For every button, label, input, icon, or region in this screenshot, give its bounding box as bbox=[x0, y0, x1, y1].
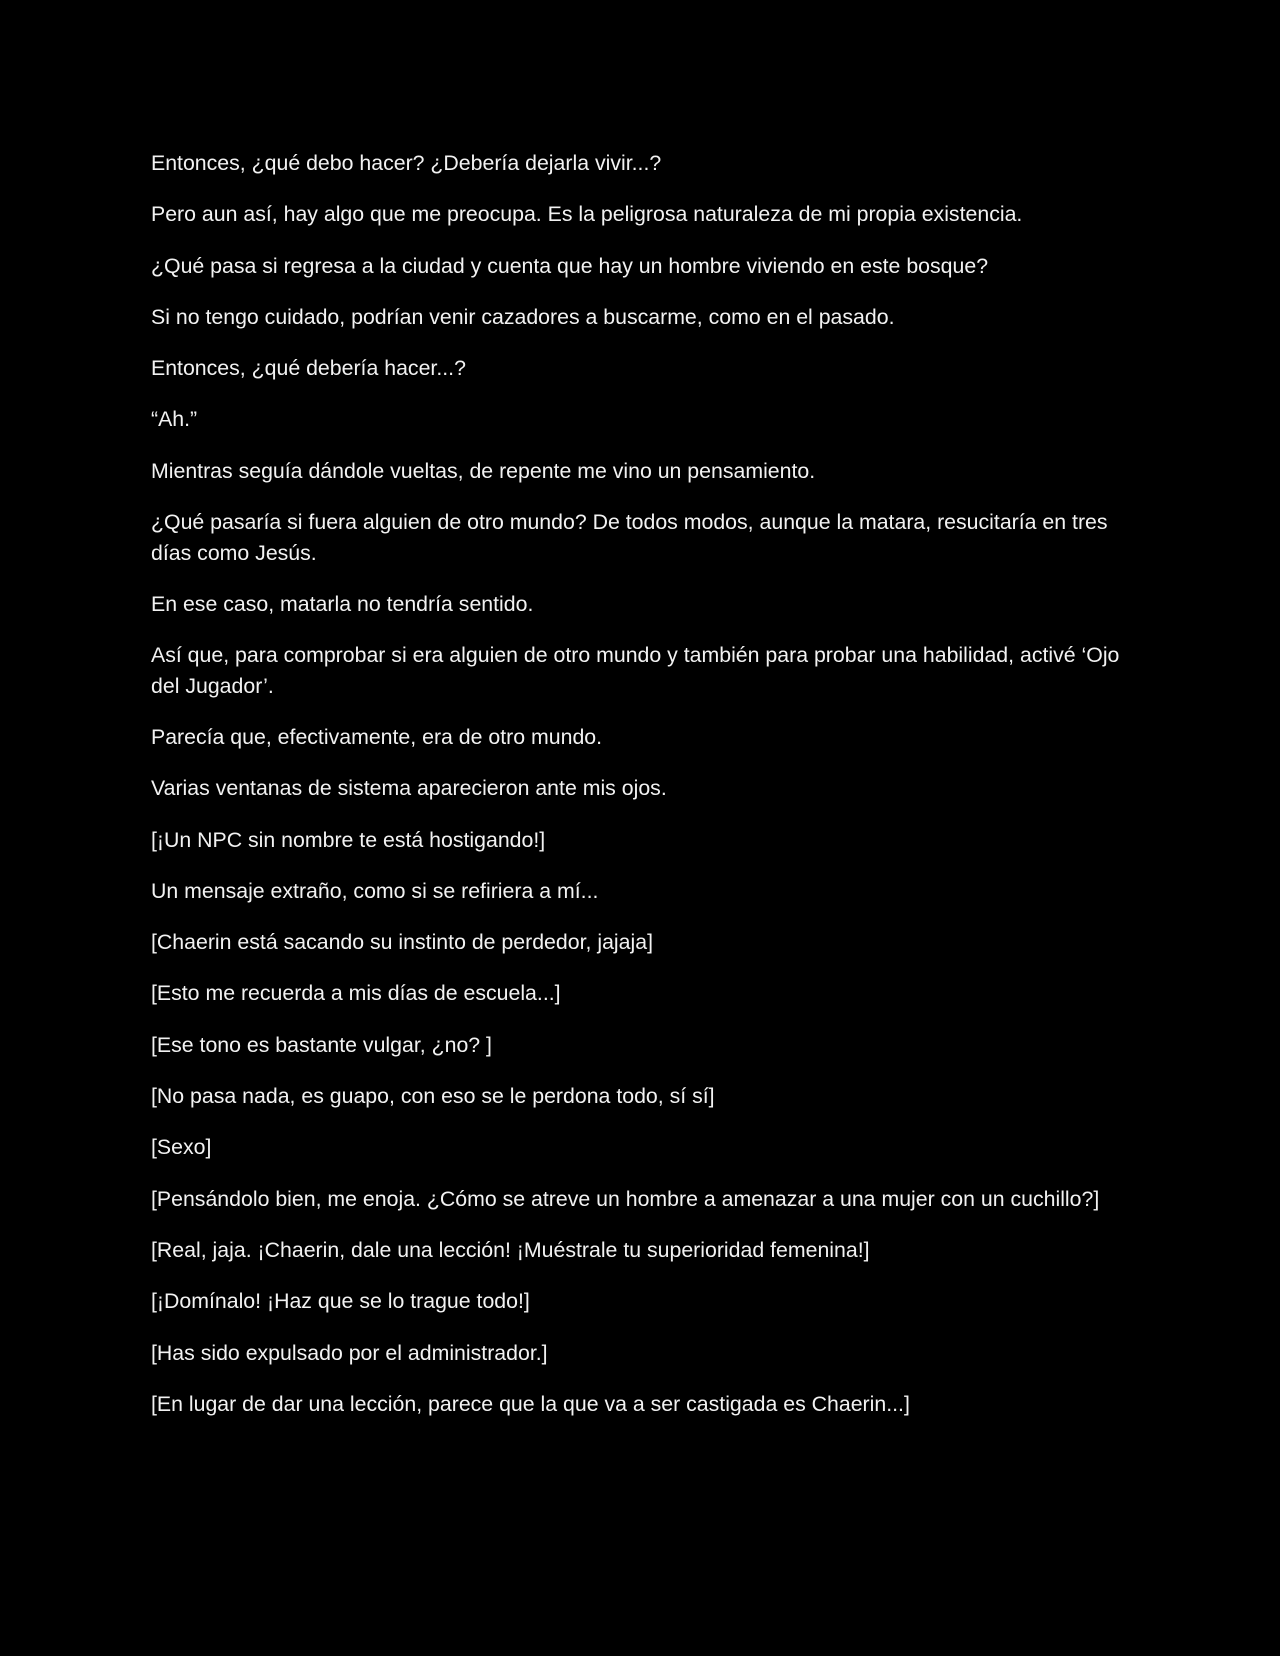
system-message: [¡Un NPC sin nombre te está hostigando!] bbox=[151, 827, 546, 852]
paragraph: Si no tengo cuidado, podrían venir cazadores a buscarme, como en el pasado. bbox=[151, 304, 895, 329]
system-message: [¡Domínalo! ¡Haz que se lo trague todo!] bbox=[151, 1289, 530, 1314]
paragraph: Así que, para comprobar si era alguien de otro mundo y también para probar una habilidad, activé ‘Ojo del Jugador’. bbox=[151, 643, 1120, 698]
system-message: [En lugar de dar una lección, parece que la que va a ser castigada es Chaerin...] bbox=[151, 1391, 910, 1416]
paragraph: Varias ventanas de sistema aparecieron ante mis ojos. bbox=[151, 776, 667, 801]
paragraph: Mientras seguía dándole vueltas, de repente me vino un pensamiento. bbox=[151, 458, 816, 483]
paragraph: Parecía que, efectivamente, era de otro mundo. bbox=[151, 724, 603, 749]
system-message: [Has sido expulsado por el administrador.] bbox=[151, 1340, 548, 1365]
paragraph: Un mensaje extraño, como si se refiriera a mí... bbox=[151, 878, 599, 903]
system-message: [Chaerin está sacando su instinto de perdedor, jajaja] bbox=[151, 930, 653, 955]
system-message: [Pensándolo bien, me enoja. ¿Cómo se atreve un hombre a amenazar a una mujer con un cuchillo?] bbox=[151, 1186, 1100, 1211]
system-message: [Real, jaja. ¡Chaerin, dale una lección! ¡Muéstrale tu superioridad femenina!] bbox=[151, 1237, 870, 1262]
paragraph: Pero aun así, hay algo que me preocupa. Es la peligrosa naturaleza de mi propia existencia. bbox=[151, 202, 1023, 227]
system-message: [Ese tono es bastante vulgar, ¿no? ] bbox=[151, 1032, 492, 1057]
paragraph: Entonces, ¿qué debería hacer...? bbox=[151, 356, 466, 381]
system-message: [No pasa nada, es guapo, con eso se le perdona todo, sí sí] bbox=[151, 1084, 715, 1109]
paragraph: Entonces, ¿qué debo hacer? ¿Debería dejarla vivir...? bbox=[151, 151, 662, 175]
paragraph: ¿Qué pasaría si fuera alguien de otro mundo? De todos modos, aunque la matara, resucitaría en tres días como Jesús. bbox=[151, 510, 1108, 565]
system-message: [Esto me recuerda a mis días de escuela...] bbox=[151, 981, 561, 1006]
paragraph: “Ah.” bbox=[151, 407, 198, 432]
document-text-body bbox=[151, 148, 1121, 1440]
system-message: [Sexo] bbox=[151, 1135, 212, 1160]
paragraph: ¿Qué pasa si regresa a la ciudad y cuenta que hay un hombre viviendo en este bosque? bbox=[151, 253, 989, 278]
paragraph: En ese caso, matarla no tendría sentido. bbox=[151, 591, 534, 616]
